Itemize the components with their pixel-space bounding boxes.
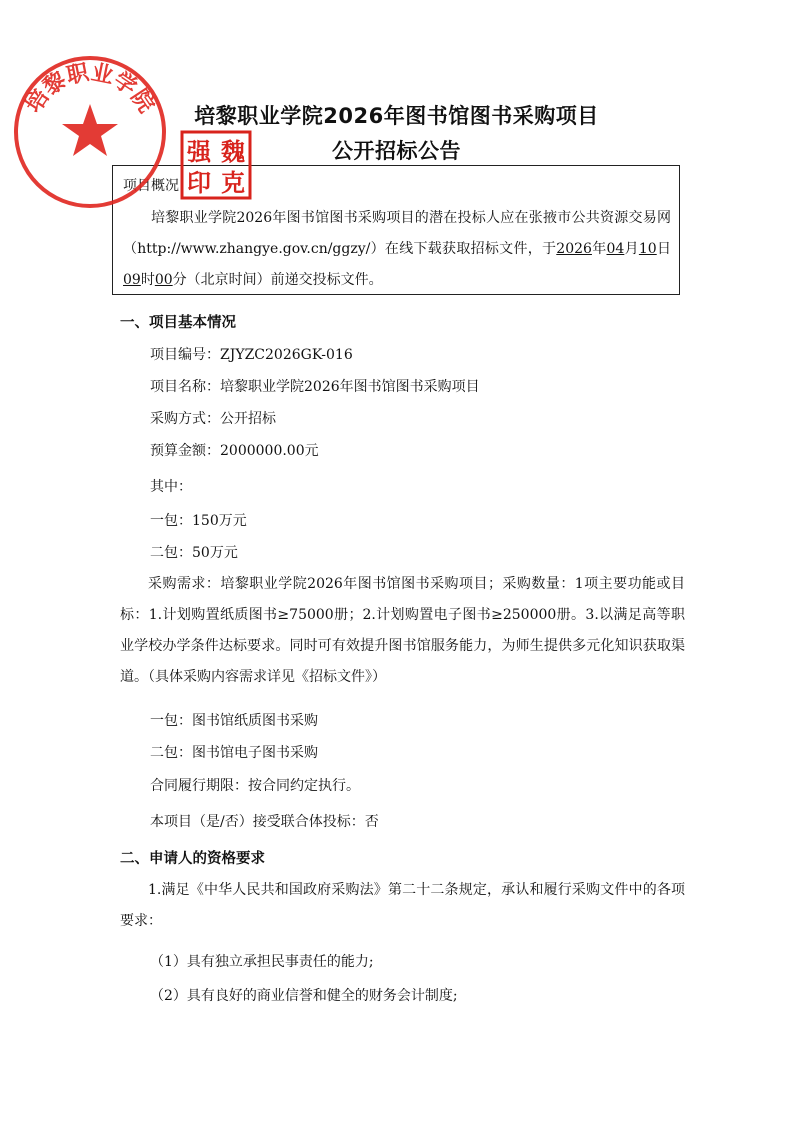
official-seal-icon (10, 52, 170, 212)
lot1-budget: 一包：150万元 (150, 513, 247, 529)
project-number: 项目编号：ZJYZC2026GK-016 (150, 347, 353, 363)
deadline-hour: 09 (123, 272, 141, 288)
name-stamp-icon (180, 130, 252, 200)
contract-period: 合同履行期限：按合同约定执行。 (150, 778, 360, 794)
overview-label: 项目概况 (123, 178, 179, 194)
project-name: 项目名称：培黎职业学院2026年图书馆图书采购项目 (150, 379, 480, 395)
deadline-month: 04 (606, 241, 625, 257)
seal-text: 培黎职业学院 (21, 60, 159, 118)
overview-text (123, 203, 671, 296)
deadline-day-unit: 日 (656, 241, 671, 257)
deadline-hour-unit: 时 (140, 272, 155, 288)
qualification-item1: 1.满足《中华人民共和国政府采购法》第二十二条规定，承认和履行采购文件中的各项要求： (120, 882, 685, 929)
document-subtitle: 公开招标公告 (332, 139, 461, 163)
budget-amount: 预算金额：2000000.00元 (150, 443, 319, 459)
stamp-char-2: 魏 (221, 138, 245, 166)
consortium-bidding: 本项目（是/否）接受联合体投标：否 (150, 814, 379, 830)
qualification-sub1: （1）具有独立承担民事责任的能力; (150, 954, 374, 970)
overview-text-suffix: 分（北京时间）前递交投标文件。 (172, 272, 383, 288)
overview-text-prefix: 培黎职业学院2026年图书馆图书采购项目的潜在投标人应在张掖市公共资源交易网（http://www.zhangye.gov.cn/ggzy/）在线下载获取招标文件，于 (123, 210, 671, 257)
qualification-sub2: （2）具有良好的商业信誉和健全的财务会计制度; (150, 988, 458, 1004)
document-title: 培黎职业学院2026年图书馆图书采购项目 (194, 104, 599, 128)
procurement-method: 采购方式：公开招标 (150, 411, 276, 427)
section2-heading: 二、申请人的资格要求 (120, 851, 265, 867)
deadline-minute: 00 (154, 272, 173, 288)
budget-among: 其中： (150, 479, 192, 495)
lot2-content: 二包：图书馆电子图书采购 (150, 745, 318, 761)
lot2-budget: 二包：50万元 (150, 545, 238, 561)
deadline-year: 2026 (556, 241, 592, 257)
lot1-content: 一包：图书馆纸质图书采购 (150, 713, 318, 729)
deadline-year-unit: 年 (591, 241, 607, 257)
stamp-char-4: 克 (221, 169, 245, 197)
stamp-char-1: 强 (187, 138, 211, 166)
stamp-char-3: 印 (187, 169, 211, 197)
deadline-day: 10 (638, 241, 657, 257)
procurement-demand: 采购需求：培黎职业学院2026年图书馆图书采购项目；采购数量：1项主要功能或目标：1.计划购置纸质图书≥75000册；2.计划购置电子图书≥250000册。3.以满足高等职业学校办学条件达标要求。同时可有效提升图书馆服务能力，为师生提供多元化知识获取渠道。（具体采购内容需求详见《招标文件》） (120, 576, 685, 685)
deadline-month-unit: 月 (624, 241, 639, 257)
section1-heading: 一、项目基本情况 (120, 315, 236, 331)
